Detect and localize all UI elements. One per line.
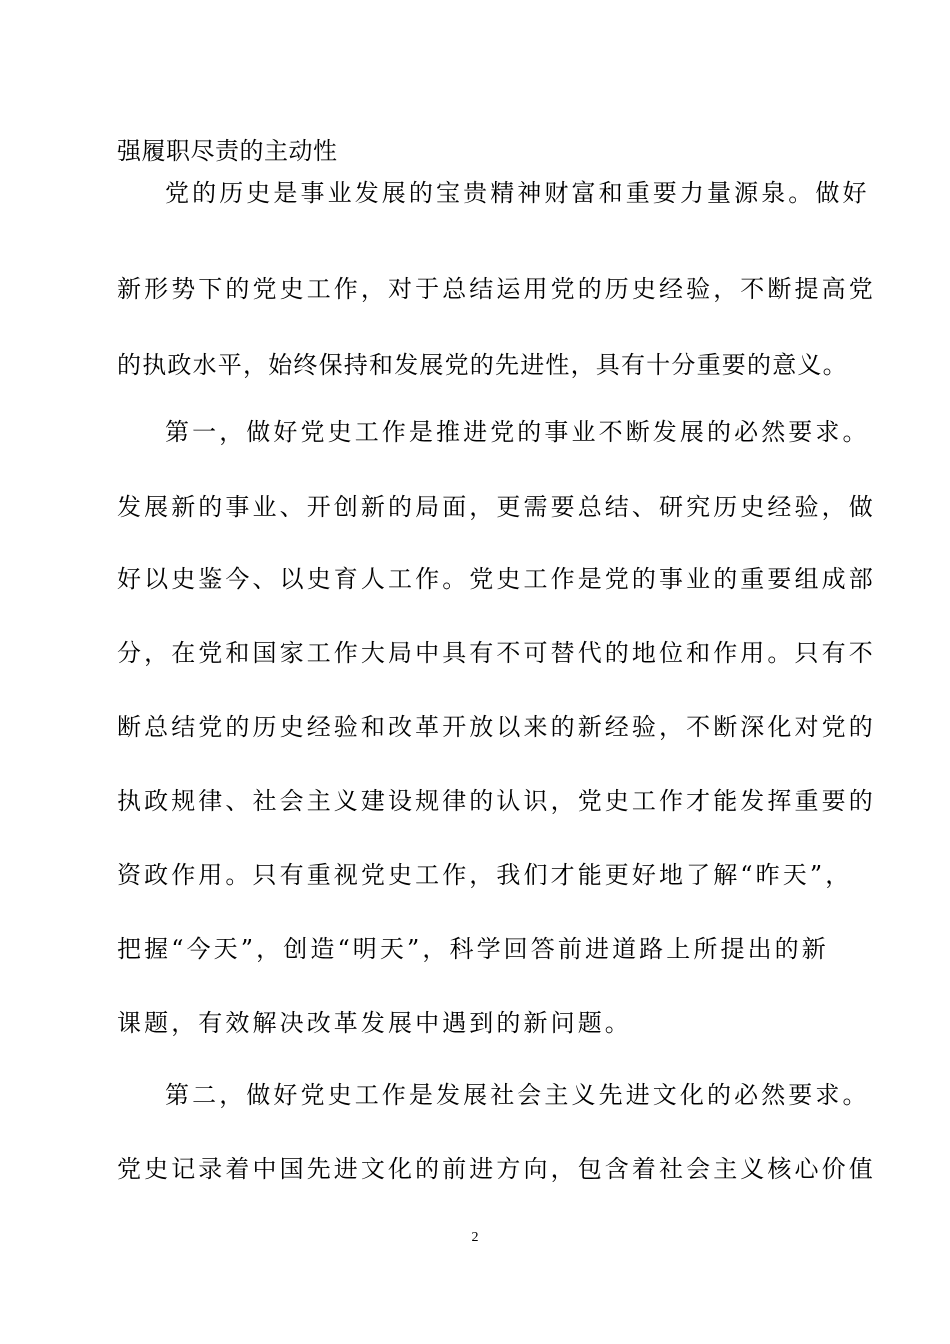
paragraph-line: 第二，做好党史工作是发展社会主义先进文化的必然要求。 xyxy=(165,1081,870,1109)
paragraph-line: 执政规律、社会主义建设规律的认识，党史工作才能发挥重要的 xyxy=(117,787,876,815)
paragraph-line: 好以史鉴今、以史育人工作。党史工作是党的事业的重要组成部 xyxy=(117,565,876,593)
paragraph-line: 第一，做好党史工作是推进党的事业不断发展的必然要求。 xyxy=(165,418,870,446)
paragraph-line: 资政作用。只有重视党史工作，我们才能更好地了解“昨天”， xyxy=(117,861,853,889)
paragraph-line: 断总结党的历史经验和改革开放以来的新经验，不断深化对党的 xyxy=(117,713,876,741)
paragraph-line: 的执政水平，始终保持和发展党的先进性，具有十分重要的意义。 xyxy=(117,351,848,379)
paragraph-line: 新形势下的党史工作，对于总结运用党的历史经验，不断提高党 xyxy=(117,275,876,303)
page-number: 2 xyxy=(471,1230,479,1245)
paragraph-line: 党史记录着中国先进文化的前进方向，包含着社会主义核心价值 xyxy=(117,1155,876,1183)
paragraph-line: 把握“今天”，创造“明天”，科学回答前进道路上所提出的新 xyxy=(117,935,829,963)
paragraph-line: 分，在党和国家工作大局中具有不可替代的地位和作用。只有不 xyxy=(117,639,876,667)
paragraph-line: 课题，有效解决改革发展中遇到的新问题。 xyxy=(117,1009,632,1037)
paragraph-line: 党的历史是事业发展的宝贵精神财富和重要力量源泉。做好 xyxy=(165,179,870,207)
paragraph-line: 发展新的事业、开创新的局面，更需要总结、研究历史经验，做 xyxy=(117,493,876,521)
section-heading: 强履职尽责的主动性 xyxy=(117,137,338,165)
